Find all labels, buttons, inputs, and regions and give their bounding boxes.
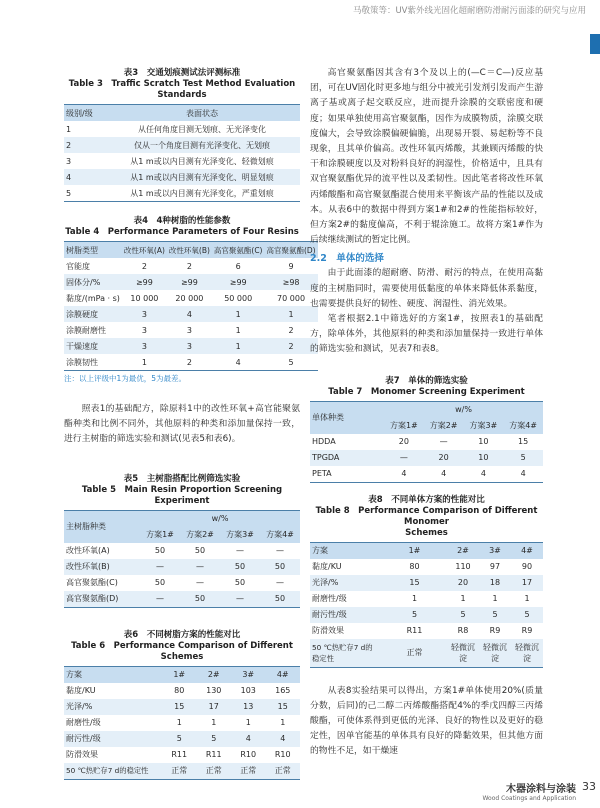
table-cell: 1 (212, 322, 265, 338)
table-cell: 防滑效果 (64, 747, 162, 763)
left-column (64, 46, 316, 780)
table4 (64, 241, 318, 371)
table-cell: 5 (447, 607, 479, 623)
table-cell: 13 (231, 699, 266, 715)
body-paragraph: 从表8实验结果可以得出，方案1#单体使用20%(质量分数，后同)的己二醇二丙烯酸酯搭配4%的季戊四醇三丙烯酸酯，可使体系得到更低的光泽、良好的物性以及更好的稳定性，因单官能基的单体具有良好的降黏效果，但其他方面的物性不足，如干燥速 (310, 685, 543, 757)
table-cell: 5 (197, 731, 232, 747)
table-header-row (64, 105, 300, 122)
body-paragraph: 高官聚氨酯因其含有3个及以上的(—C＝C—)反应基团，可在UV固化时更多地与组分中被光引发剂引发而产生游离子基或离子起交联反应，进而提升涂膜的交联密度和硬度；如果单独使用高官聚氨酯，因作为成膜物质，涂膜交联度偏大，会导致涂膜偏硬偏脆，出现易开裂、易起粉等不良现象，且其单价偏高。改性环氧丙烯酸，其兼顾丙烯酸的快干和涂膜硬度以及对粉料良好的润湿性，价格适中，且具有双官聚氨酯优异的流平性以及柔韧性。因此笔者将改性环氧丙烯酸酯和高官聚氨酯混合使用来平衡该产品的性能以及成本。从表6中的数据中得到方案1#和2#的性能指标较好，但方案2#的黏度偏高，不利于辊涂施工。故将方案1#作为后续继续测试的暂定比例。 (310, 68, 543, 246)
table-row (64, 338, 318, 354)
table-cell: 耐污性/级 (64, 731, 162, 747)
table-cell: 50 (220, 575, 260, 591)
table-row (310, 639, 543, 668)
table-header-cell: 级别/级 (64, 105, 104, 122)
table-row (64, 137, 300, 153)
table-row (64, 715, 300, 731)
table-header-cell: 方案3# (220, 527, 260, 543)
table6-caption-cn: 表6 不同树脂方案的性能对比 (123, 629, 241, 640)
table-header-row (64, 666, 300, 683)
table-cell: 80 (382, 559, 447, 575)
table-header-cell: 方案 (310, 542, 382, 559)
table-cell: TPGDA (310, 450, 384, 466)
table5-block (64, 474, 300, 608)
table4-note: 注：以上评级中1为最优，5为最差。 (64, 374, 187, 383)
running-header: 马敬策等：UV紫外线光固化超耐磨防滑耐污面漆的研究与应用 (352, 6, 586, 16)
stability-label-line1: 50 ℃热贮存7 d的 (312, 642, 373, 652)
table-cell: 正常 (382, 639, 447, 668)
table-cell: 50 (260, 591, 300, 608)
journal-name: 木器涂料与涂装 (506, 784, 576, 795)
table-row (310, 434, 543, 450)
table-header-cell: 方案2# (424, 418, 464, 434)
table-cell: 97 (479, 559, 511, 575)
body-paragraph: 照表1的基础配方，除原料1中的改性环氧+高官能聚氨酯种类和比例不同外，其他原料的种类和添加量保持一致，进行主树脂的筛选实验和测试(见表5和表6)。 (64, 404, 300, 445)
table3-caption-en-2: Standards (157, 90, 207, 100)
table-cell: 15 (382, 575, 447, 591)
table-cell: 1 (447, 591, 479, 607)
table7-caption-en: Table 7 Monomer Screening Experiment (328, 386, 525, 397)
table8-caption-en: Table 8 Performance Comparison of Different Monomer (315, 505, 538, 527)
table-cell: 改性环氧(B) (64, 559, 140, 575)
table-cell: 20 000 (167, 290, 212, 306)
table-cell: 3 (64, 153, 104, 169)
table-cell: — (220, 591, 260, 608)
table-header-row (64, 510, 300, 527)
table-header-cell: 方案2# (180, 527, 220, 543)
table-cell: 4 (503, 466, 543, 483)
table-cell: 2 (64, 137, 104, 153)
table-cell: 黏度/KU (310, 559, 382, 575)
table-cell: 20 (447, 575, 479, 591)
table8-caption-cn: 表8 不同单体方案的性能对比 (368, 494, 485, 505)
table-cell: 3 (167, 338, 212, 354)
table-cell: 3 (122, 338, 167, 354)
table-cell: 黏度/(mPa · s) (64, 290, 122, 306)
table-header-cell: 方案4# (260, 527, 300, 543)
table-cell: ≥99 (212, 274, 265, 290)
table-cell: 15 (503, 434, 543, 450)
table3 (64, 104, 300, 202)
table8-caption-en-2: Schemes (405, 527, 448, 538)
table-row (310, 575, 543, 591)
table-cell: 2 (167, 258, 212, 274)
table-header-cell: 1# (382, 542, 447, 559)
table-header-cell: 高官聚氨酯(D) (264, 242, 317, 259)
table7-caption-cn: 表7 单体的筛选实验 (385, 375, 468, 386)
table-cell: — (140, 559, 180, 575)
table-cell: 10 000 (122, 290, 167, 306)
table-cell: 耐污性/级 (310, 607, 382, 623)
table-row (310, 591, 543, 607)
table-cell: ≥99 (167, 274, 212, 290)
table-cell: R10 (266, 747, 301, 763)
table-cell: 4 (167, 306, 212, 322)
table-cell: — (384, 450, 424, 466)
table-cell: 20 (384, 434, 424, 450)
table-cell: 从1 m或以内目测有光泽变化、明显划痕 (104, 169, 300, 185)
table-cell: 5 (264, 354, 317, 371)
table-cell: 2 (264, 322, 317, 338)
table-cell: 耐磨性/级 (310, 591, 382, 607)
table-cell: 1 (382, 591, 447, 607)
table-row (64, 559, 300, 575)
table-cell: 涂膜硬度 (64, 306, 122, 322)
table-cell: 从1 m或以内目测有光泽变化、轻微划痕 (104, 153, 300, 169)
table-cell: R10 (231, 747, 266, 763)
table-cell: 110 (447, 559, 479, 575)
table-header-row (310, 401, 543, 418)
table-cell: 4 (231, 731, 266, 747)
table-cell: 1 (212, 306, 265, 322)
table-cell: 50 (180, 591, 220, 608)
table-cell: 50 (140, 543, 180, 559)
table-cell: 3 (122, 322, 167, 338)
table-cell: 4 (464, 466, 504, 483)
table-cell: 10 (464, 450, 504, 466)
table-cell: 正常 (162, 763, 197, 780)
table-cell: 90 (511, 559, 543, 575)
table4-caption-en: Table 4 Performance Parameters of Four Resins (65, 227, 299, 237)
table-cell: 1 (162, 715, 197, 731)
table-group-header: w/% (140, 510, 300, 527)
table-cell: 5 (162, 731, 197, 747)
table-row (310, 607, 543, 623)
table-row (64, 747, 300, 763)
table-header-row (64, 242, 318, 259)
table-row (310, 623, 543, 639)
table-header-cell: 1# (162, 666, 197, 683)
body-paragraph: 笔者根据2.1中筛选好的方案1#，按照表1的基础配方，除单体外，其他原料的种类和添加量保持一致进行单体的筛选实验和测试，见表7和表8。 (310, 314, 543, 355)
table-cell: 5 (64, 185, 104, 202)
table-header-cell: 方案4# (503, 418, 543, 434)
table-cell: 固体分/% (64, 274, 122, 290)
table-cell: 20 (424, 450, 464, 466)
table-cell: R8 (447, 623, 479, 639)
table-cell: 80 (162, 683, 197, 699)
page-edge-marker (590, 34, 600, 54)
table-cell: 改性环氧(A) (64, 543, 140, 559)
table-cell: 103 (231, 683, 266, 699)
table-row (310, 450, 543, 466)
table-cell: 10 (464, 434, 504, 450)
table-cell: 6 (212, 258, 265, 274)
table-cell: 1 (122, 354, 167, 371)
table-header-cell: 3# (479, 542, 511, 559)
table-row (64, 354, 318, 371)
table8-block (310, 495, 543, 668)
table-cell: 1 (231, 715, 266, 731)
table-cell: 1 (212, 338, 265, 354)
table-cell: ≥99 (122, 274, 167, 290)
table-cell: 仅从一个角度目测有光泽变化、无划痕 (104, 137, 300, 153)
table-cell: 高官聚氨酯(C) (64, 575, 140, 591)
table-cell: 2 (167, 354, 212, 371)
table-row (64, 683, 300, 699)
table-cell: 光泽/% (64, 699, 162, 715)
right-column (310, 46, 543, 760)
table-cell: 4 (64, 169, 104, 185)
table-header-cell: 2# (447, 542, 479, 559)
table-cell: R9 (511, 623, 543, 639)
table-cell: — (260, 575, 300, 591)
table-cell: R9 (479, 623, 511, 639)
table-cell: 18 (479, 575, 511, 591)
table-cell: 1 (64, 121, 104, 137)
table-header-cell: 改性环氧(B) (167, 242, 212, 259)
table-cell: 涂膜耐磨性 (64, 322, 122, 338)
table7-block (310, 376, 543, 483)
table-cell: 高官聚氨酯(D) (64, 591, 140, 608)
table-cell: 5 (479, 607, 511, 623)
table-cell: 轻微沉淀 (447, 639, 479, 668)
table-row (64, 258, 318, 274)
table-header-cell: 方案 (64, 666, 162, 683)
table-cell: 4 (424, 466, 464, 483)
table-cell: — (424, 434, 464, 450)
table-cell: 50 (180, 543, 220, 559)
table-cell: 4 (384, 466, 424, 483)
table-cell: — (260, 543, 300, 559)
table-cell: 50 000 (212, 290, 265, 306)
table-row (64, 699, 300, 715)
table-cell: 9 (264, 258, 317, 274)
table-cell: 从任何角度目测无划痕、无光泽变化 (104, 121, 300, 137)
table5-caption-cn: 表5 主树脂搭配比例筛选实验 (123, 473, 241, 484)
table-row (64, 169, 300, 185)
table-row (64, 322, 318, 338)
table-cell: R11 (162, 747, 197, 763)
table-header-cell: 主树脂种类 (64, 510, 140, 543)
table-row (64, 591, 300, 608)
table6-caption-en: Table 6 Performance Comparison of Different Schemes (71, 640, 293, 662)
table-row (64, 121, 300, 137)
table-group-header: w/% (384, 401, 543, 418)
table-cell: 3 (167, 322, 212, 338)
table-cell: 17 (511, 575, 543, 591)
table-header-cell: 方案3# (464, 418, 504, 434)
table-row (64, 763, 300, 780)
table-cell: 1 (266, 715, 301, 731)
table7 (310, 401, 543, 483)
table-cell: 4 (266, 731, 301, 747)
table-cell: 50 (220, 559, 260, 575)
page-number: 33 (582, 780, 596, 793)
table-cell: 5 (382, 607, 447, 623)
table6-block (64, 630, 300, 780)
table-cell: 50 (140, 575, 180, 591)
table-header-cell: 表面状态 (104, 105, 300, 122)
table-header-cell: 高官聚氨酯(C) (212, 242, 265, 259)
table-row (64, 575, 300, 591)
table-cell: 轻微沉淀 (479, 639, 511, 668)
table-row (64, 306, 318, 322)
table-cell: 4 (212, 354, 265, 371)
table-row (64, 274, 318, 290)
table3-caption-cn: 表3 交通划痕测试法评测标准 (123, 68, 241, 78)
table-cell: PETA (310, 466, 384, 483)
table-row (310, 559, 543, 575)
table5-caption-en: Table 5 Main Resin Proportion Screening Experiment (81, 484, 283, 506)
table-cell: 1 (264, 306, 317, 322)
table-cell: 耐磨性/级 (64, 715, 162, 731)
table-cell: 70 000 (264, 290, 317, 306)
table-cell: 涂膜韧性 (64, 354, 122, 371)
table-cell: — (140, 591, 180, 608)
table4-caption-cn: 表4 4种树脂的性能参数 (133, 216, 231, 226)
table-cell: 防滑效果 (310, 623, 382, 639)
journal-footer (482, 780, 596, 802)
table-cell: 2 (122, 258, 167, 274)
table6 (64, 666, 300, 780)
table-cell: 轻微沉淀 (511, 639, 543, 668)
table-header-cell: 4# (266, 666, 301, 683)
table-cell: 5 (511, 607, 543, 623)
table-row (310, 466, 543, 483)
table-cell: HDDA (310, 434, 384, 450)
table-cell: 正常 (266, 763, 301, 780)
table-cell: 50 (260, 559, 300, 575)
table-row (64, 185, 300, 202)
table-row (64, 731, 300, 747)
table-cell: — (180, 575, 220, 591)
table-cell: 1 (479, 591, 511, 607)
table-cell (310, 639, 382, 668)
table-header-cell: 2# (197, 666, 232, 683)
section-heading: 2.2 单体的选择 (310, 253, 384, 265)
table-cell: R11 (197, 747, 232, 763)
table-header-row (310, 542, 543, 559)
table-cell: ≥98 (264, 274, 317, 290)
table-cell: 5 (503, 450, 543, 466)
table-cell: 50 ℃热贮存7 d的稳定性 (64, 763, 162, 780)
table-cell: 15 (162, 699, 197, 715)
table-header-cell: 树脂类型 (64, 242, 122, 259)
table-cell: 17 (197, 699, 232, 715)
table-cell: 正常 (197, 763, 232, 780)
table-header-cell: 单体种类 (310, 401, 384, 434)
table-cell: — (180, 559, 220, 575)
body-paragraph: 由于此面漆的超耐磨、防滑、耐污的特点，在使用高黏度的主树脂同时，需要使用低黏度的单体来降低体系黏度，也需要提供良好的韧性、硬度、润湿性、消光效果。 (310, 268, 543, 309)
table-row (64, 153, 300, 169)
journal-name-en: Wood Coatings and Application (482, 795, 576, 802)
table3-caption-en: Table 3 Traffic Scratch Test Method Evaluation (68, 79, 296, 89)
table-cell: 15 (266, 699, 301, 715)
table-cell: 165 (266, 683, 301, 699)
stability-label-line2: 稳定性 (312, 653, 334, 663)
table-cell: 2 (264, 338, 317, 354)
table-cell: — (220, 543, 260, 559)
table4-block (64, 216, 316, 384)
table-cell: R11 (382, 623, 447, 639)
table-cell: 官能度 (64, 258, 122, 274)
table-cell: 1 (197, 715, 232, 731)
table-row (64, 290, 318, 306)
table-cell: 光泽/% (310, 575, 382, 591)
table-row (64, 543, 300, 559)
table-header-cell: 改性环氧(A) (122, 242, 167, 259)
table-cell: 3 (122, 306, 167, 322)
table-cell: 黏度/KU (64, 683, 162, 699)
table-cell: 正常 (231, 763, 266, 780)
table-header-cell: 4# (511, 542, 543, 559)
table-cell: 130 (197, 683, 232, 699)
table-cell: 干燥速度 (64, 338, 122, 354)
table-cell: 从1 m或以内目测有光泽变化，严重划痕 (104, 185, 300, 202)
table8 (310, 542, 543, 668)
table-header-cell: 3# (231, 666, 266, 683)
table-header-cell: 方案1# (384, 418, 424, 434)
table-header-cell: 方案1# (140, 527, 180, 543)
table-cell: 1 (511, 591, 543, 607)
table3-block (64, 68, 300, 202)
table5 (64, 510, 300, 608)
